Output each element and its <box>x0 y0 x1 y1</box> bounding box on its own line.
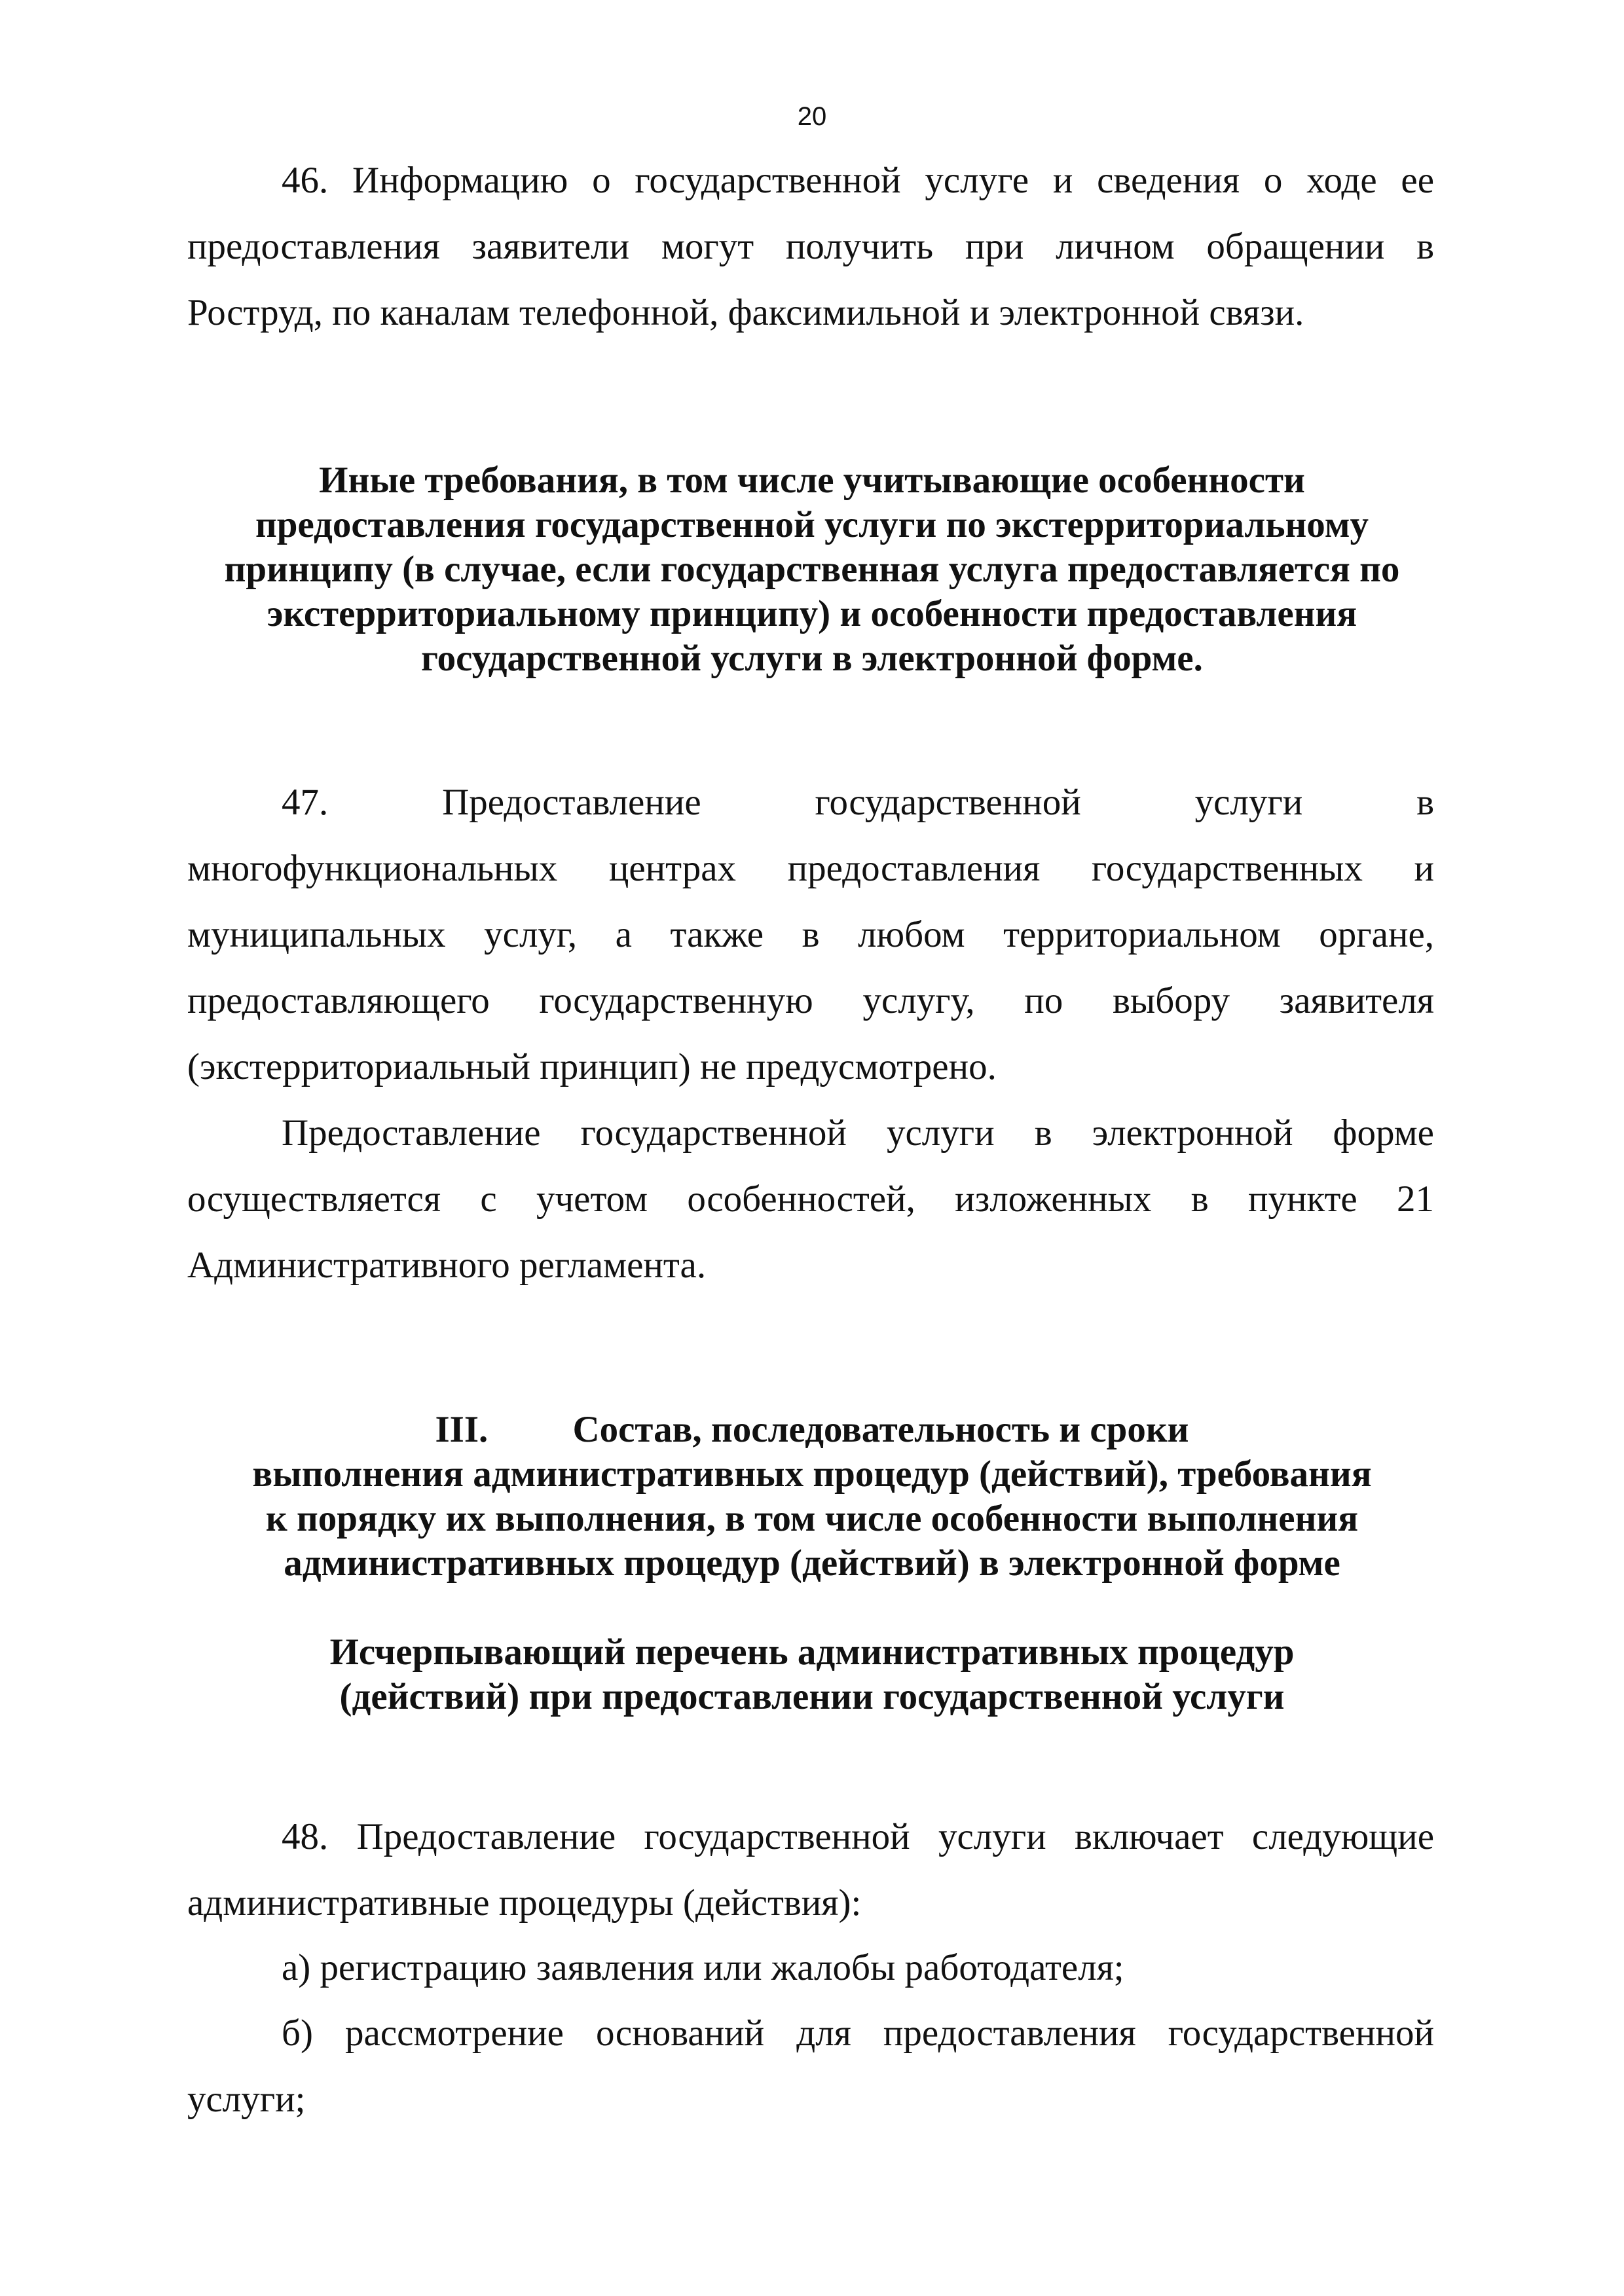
text-line: 46. Информацию о государственной услуге и сведения о ходе ее <box>282 160 1434 201</box>
heading-line: Исчерпывающий перечень административных процедур <box>329 1631 1295 1673</box>
heading-line: Иные требования, в том числе учитывающие особенности <box>319 460 1305 501</box>
text-line: многофункциональных центрах предоставления государственных и <box>187 848 1434 889</box>
heading-line: предоставления государственной услуги по экстерриториальному <box>255 504 1369 545</box>
heading-line <box>151 1408 1473 1452</box>
paragraph-48 <box>187 1804 1434 1936</box>
page-number: 20 <box>797 102 827 131</box>
section-3-heading <box>151 1408 1473 1586</box>
heading-line: государственной услуги в электронной форме. <box>421 638 1203 679</box>
list-item-b <box>187 2000 1434 2132</box>
text-line: предоставления заявители могут получить при личном обращении в <box>187 226 1434 267</box>
text-line: Роструд, по каналам телефонной, факсимильной и электронной связи. <box>187 292 1304 333</box>
heading-line: выполнения административных процедур (действий), требования <box>252 1453 1372 1495</box>
text-line: (экстерриториальный принцип) не предусмотрено. <box>187 1046 997 1087</box>
text-line: а) регистрацию заявления или жалобы работодателя; <box>282 1947 1124 1988</box>
text-line: 47. Предоставление государственной услуги в <box>282 782 1434 823</box>
text-line: б) рассмотрение оснований для предоставления государственной <box>282 2013 1434 2054</box>
heading-line: административных процедур (действий) в электронной форме <box>284 1542 1340 1584</box>
paragraph-47-electronic <box>187 1100 1434 1298</box>
text-line: предоставляющего государственную услугу, по выбору заявителя <box>187 980 1434 1021</box>
section-title-line: Состав, последовательность и сроки <box>572 1409 1189 1450</box>
section-number: III. <box>435 1409 489 1450</box>
paragraph-47 <box>187 769 1434 1100</box>
heading-line: экстерриториальному принципу) и особенности предоставления <box>267 593 1357 634</box>
text-line: 48. Предоставление государственной услуги включает следующие <box>282 1816 1434 1857</box>
heading-other-requirements <box>151 458 1473 681</box>
text-line: муниципальных услуг, а также в любом территориальном органе, <box>187 914 1434 955</box>
heading-line: (действий) при предоставлении государственной услуги <box>339 1676 1285 1717</box>
text-line: административные процедуры (действия): <box>187 1882 862 1923</box>
text-line: осуществляется с учетом особенностей, изложенных в пункте 21 <box>187 1178 1434 1220</box>
text-line: Административного регламента. <box>187 1245 707 1286</box>
heading-line: принципу (в случае, если государственная услуга предоставляется по <box>224 549 1400 590</box>
list-item-a <box>187 1935 1434 2001</box>
heading-procedures-list <box>151 1630 1473 1719</box>
text-line: Предоставление государственной услуги в электронной форме <box>282 1112 1434 1154</box>
paragraph-46 <box>187 147 1434 346</box>
heading-line: к порядку их выполнения, в том числе особенности выполнения <box>265 1498 1359 1539</box>
text-line: услуги; <box>187 2079 306 2120</box>
